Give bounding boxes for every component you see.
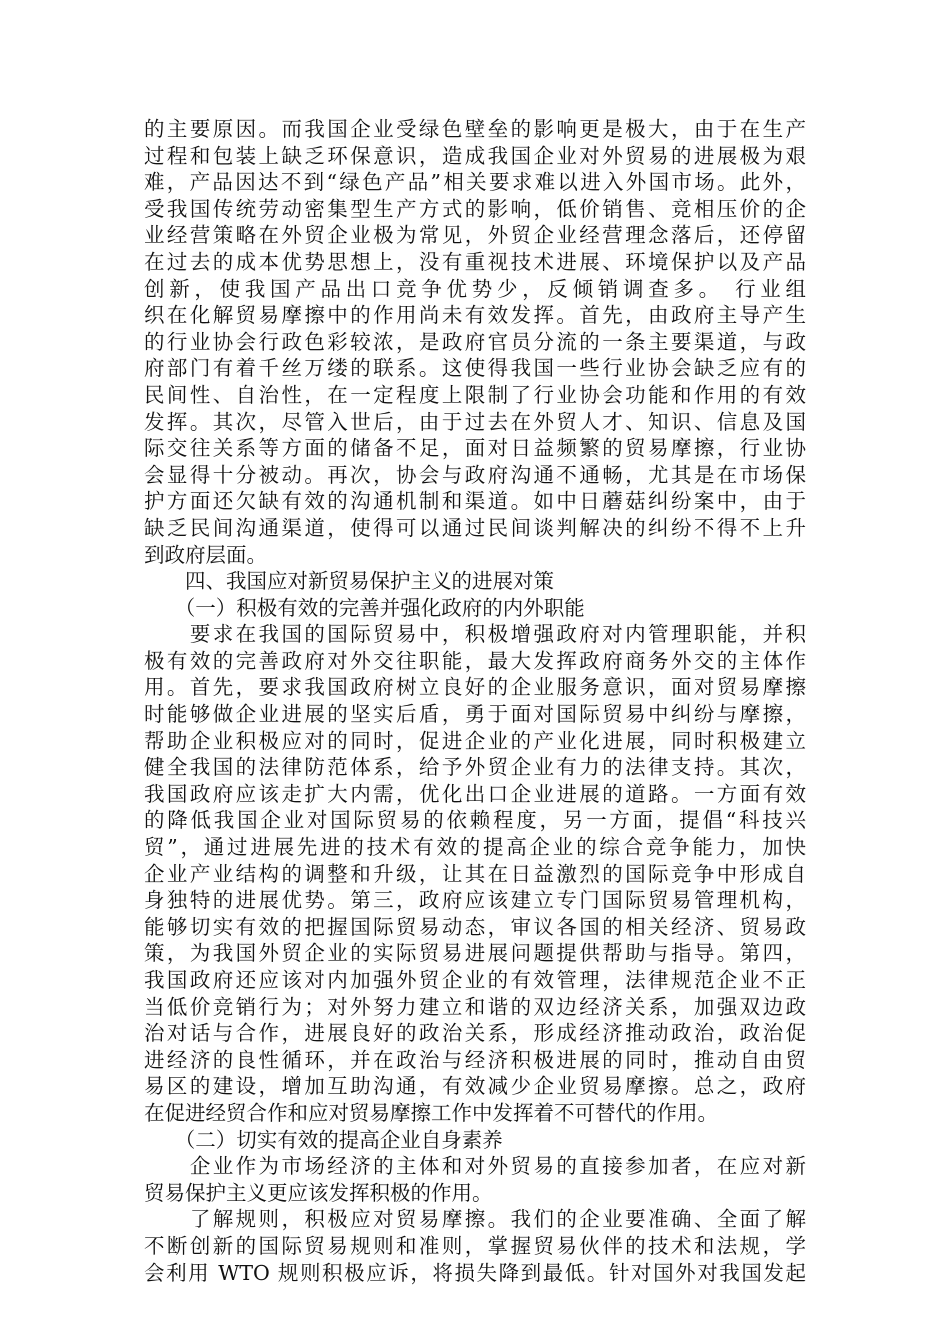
text-line: 我国政府应该走扩大内需，优化出口企业进展的道路。一方面有效	[144, 781, 806, 806]
text-line: 企业产业结构的调整和升级，让其在日益激烈的国际竞争中形成自	[144, 861, 806, 886]
text-line: 民间性、自治性，在一定程度上限制了行业协会功能和作用的有效	[144, 382, 806, 407]
text-line: 当低价竞销行为；对外努力建立和谐的双边经济关系，加强双边政	[144, 994, 806, 1019]
text-line: 治对话与合作，进展良好的政治关系，形成经济推动政治，政治促	[144, 1021, 806, 1046]
text-line: 到政府层面。	[144, 542, 267, 567]
text-line: 府部门有着千丝万缕的联系。这使得我国一些行业协会缺乏应有的	[144, 356, 806, 381]
text-line: 的主要原因。而我国企业受绿色壁垒的影响更是极大，由于在生产	[144, 117, 806, 141]
text-line: 的行业协会行政色彩较浓，是政府官员分流的一条主要渠道，与政	[144, 329, 806, 354]
text-line: 贸”，通过进展先进的技术有效的提高企业的综合竞争能力，加快	[144, 835, 806, 860]
text-line: 际交往关系等方面的储备不足，面对日益频繁的贸易摩擦，行业协	[144, 436, 806, 461]
text-line: 时能够做企业进展的坚实后盾，勇于面对国际贸易中纠纷与摩擦，	[144, 702, 806, 727]
text-line: 织在化解贸易摩擦中的作用尚未有效发挥。首先，由政府主导产生	[144, 303, 806, 328]
text-line: 业经营策略在外贸企业极为常见，外贸企业经营理念落后，还停留	[144, 223, 806, 248]
text-line: 极有效的完善政府对外交往职能，最大发挥政府商务外交的主体作	[144, 648, 806, 673]
text-line: 受我国传统劳动密集型生产方式的影响，低价销售、竞相压价的企	[144, 196, 806, 221]
text-line: 要求在我国的国际贸易中，积极增强政府对内管理职能，并积	[144, 622, 806, 647]
text-line: （一）积极有效的完善并强化政府的内外职能	[144, 595, 585, 620]
text-line: （二）切实有效的提高企业自身素养	[144, 1127, 503, 1152]
text-line: 了解规则，积极应对贸易摩擦。我们的企业要准确、全面了解	[144, 1207, 806, 1232]
text-line: 进经济的良性循环，并在政治与经济积极进展的同时，推动自由贸	[144, 1047, 806, 1072]
text-line: 我国政府还应该对内加强外贸企业的有效管理，法律规范企业不正	[144, 968, 806, 992]
text-line: 贸易保护主义更应该发挥积极的作用。	[144, 1180, 493, 1205]
text-line: 会显得十分被动。再次，协会与政府沟通不通畅，尤其是在市场保	[144, 462, 806, 487]
text-line: 能够切实有效的把握国际贸易动态，审议各国的相关经济、贸易政	[144, 914, 806, 939]
text-line: 发挥。其次，尽管入世后，由于过去在外贸人才、知识、信息及国	[144, 409, 806, 434]
text-line: 过程和包装上缺乏环保意识，造成我国企业对外贸易的进展极为艰	[144, 143, 806, 168]
text-line: 护方面还欠缺有效的沟通机制和渠道。如中日蘑菇纠纷案中，由于	[144, 489, 806, 514]
text-line: 身独特的进展优势。第三，政府应该建立专门国际贸易管理机构，	[144, 888, 806, 913]
text-line: 易区的建设，增加互助沟通，有效减少企业贸易摩擦。总之，政府	[144, 1074, 806, 1099]
text-line: 策，为我国外贸企业的实际贸易进展问题提供帮助与指导。第四，	[144, 941, 806, 966]
text-line: 四、我国应对新贸易保护主义的进展对策	[144, 569, 554, 594]
text-line: 在促进经贸合作和应对贸易摩擦工作中发挥着不可替代的作用。	[144, 1100, 718, 1125]
text-line: 的降低我国企业对国际贸易的依赖程度，另一方面，提倡“科技兴	[144, 808, 806, 833]
body-text	[144, 116, 806, 1286]
text-line: 用。首先，要求我国政府树立良好的企业服务意识，面对贸易摩擦	[144, 675, 806, 700]
text-line: 健全我国的法律防范体系，给予外贸企业有力的法律支持。其次，	[144, 755, 806, 780]
text-line: 缺乏民间沟通渠道，使得可以通过民间谈判解决的纠纷不得不上升	[144, 515, 806, 540]
text-line: 帮助企业积极应对的同时，促进企业的产业化进展，同时积极建立	[144, 728, 806, 753]
text-line: 会利用 WTO 规则积极应诉，将损失降到最低。针对国外对我国发起	[144, 1260, 806, 1285]
text-line: 不断创新的国际贸易规则和准则，掌握贸易伙伴的技术和法规，学	[144, 1233, 806, 1258]
text-line: 难，产品因达不到“绿色产品”相关要求难以进入外国市场。此外，	[144, 170, 806, 195]
text-line: 在过去的成本优势思想上，没有重视技术进展、环境保护以及产品	[144, 249, 806, 274]
text-line: 创新，使我国产品出口竞争优势少，反倾销调查多。 行业组	[144, 276, 806, 301]
text-line: 企业作为市场经济的主体和对外贸易的直接参加者，在应对新	[144, 1154, 806, 1179]
